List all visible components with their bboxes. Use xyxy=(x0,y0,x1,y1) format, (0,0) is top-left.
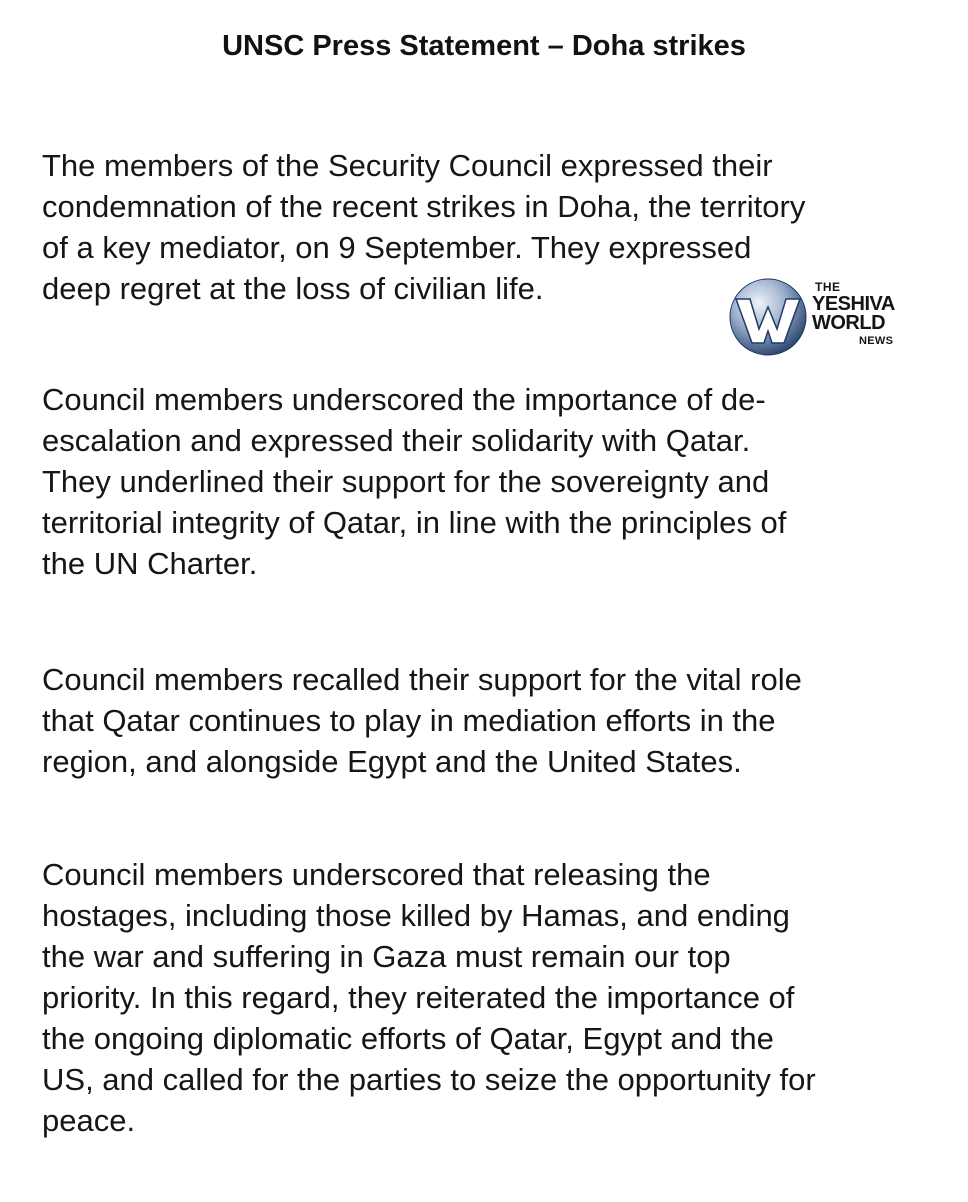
page-title: UNSC Press Statement – Doha strikes xyxy=(222,30,746,62)
text-line: that Qatar continues to play in mediation efforts in the xyxy=(42,703,776,738)
logo-word-world: WORLD xyxy=(812,312,886,334)
logo-word-news: NEWS xyxy=(859,335,894,347)
text-line: Council members underscored that releasing the xyxy=(42,857,711,892)
text-line: the UN Charter. xyxy=(42,546,258,581)
paragraph-mediation xyxy=(42,659,932,782)
text-line: The members of the Security Council expressed their xyxy=(42,148,773,183)
text-line: Council members recalled their support for the vital role xyxy=(42,662,802,697)
paragraph-hostages xyxy=(42,854,932,1141)
paragraph-solidarity xyxy=(42,379,932,584)
text-line: priority. In this regard, they reiterated the importance of xyxy=(42,980,795,1015)
text-line: US, and called for the parties to seize the opportunity for xyxy=(42,1062,816,1097)
text-line: Council members underscored the importance of de- xyxy=(42,382,766,417)
text-line: of a key mediator, on 9 September. They expressed xyxy=(42,230,752,265)
logo-word-yeshiva: YESHIVA xyxy=(812,293,895,315)
text-line: territorial integrity of Qatar, in line with the principles of xyxy=(42,505,787,540)
text-line: peace. xyxy=(42,1103,136,1138)
logo-word-the: THE xyxy=(815,280,841,294)
text-line: region, and alongside Egypt and the United States. xyxy=(42,744,742,779)
yeshiva-world-news-watermark xyxy=(728,277,918,357)
text-line: hostages, including those killed by Hamas, and ending xyxy=(42,898,790,933)
text-line: deep regret at the loss of civilian life. xyxy=(42,271,544,306)
text-line: the ongoing diplomatic efforts of Qatar, Egypt and the xyxy=(42,1021,774,1056)
text-line: condemnation of the recent strikes in Doha, the territory xyxy=(42,189,806,224)
text-line: They underlined their support for the sovereignty and xyxy=(42,464,770,499)
yeshiva-world-news-logo-icon xyxy=(728,277,808,357)
text-line: escalation and expressed their solidarity with Qatar. xyxy=(42,423,751,458)
text-line: the war and suffering in Gaza must remain our top xyxy=(42,939,731,974)
